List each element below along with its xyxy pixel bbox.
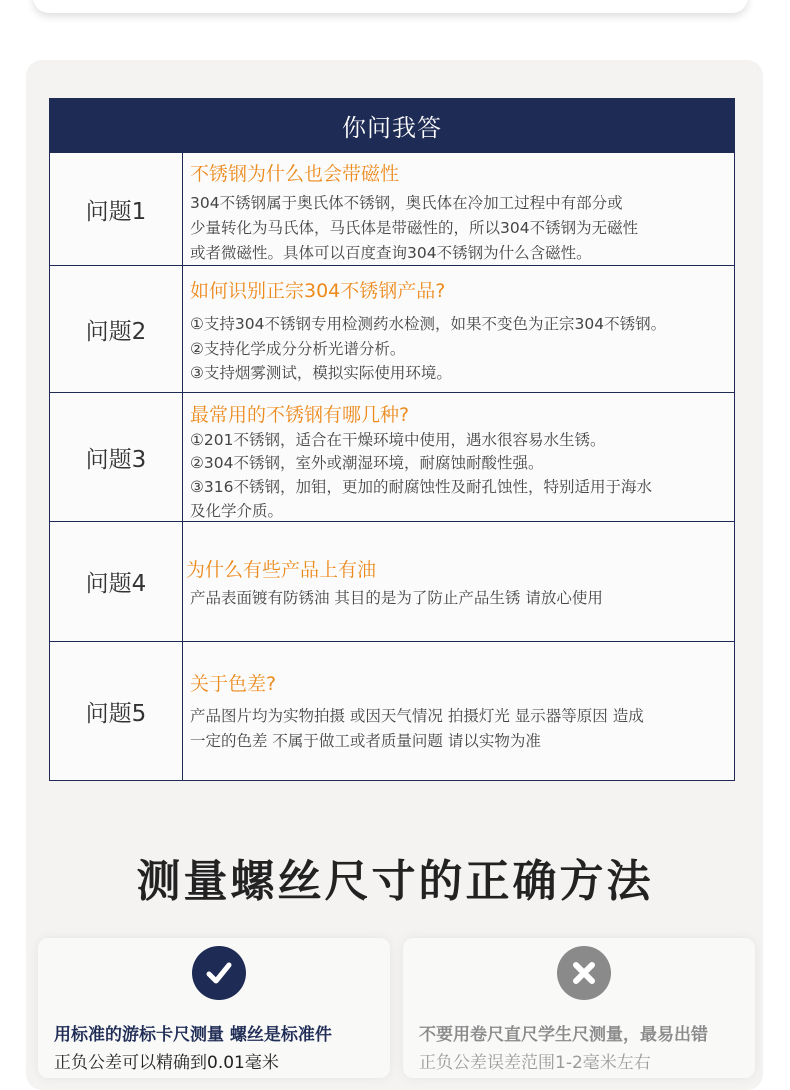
top-card: [33, 0, 748, 13]
faq-answer-line: 少量转化为马氏体，马氏体是带磁性的，所以304不锈钢为无磁性: [190, 219, 639, 237]
faq-answer-title: 最常用的不锈钢有哪几种?: [190, 404, 410, 426]
faq-question-label: 问题3: [50, 393, 183, 521]
wrong-method-card: [403, 938, 755, 1078]
check-icon-glyph: [204, 958, 234, 988]
faq-row-5: [50, 641, 734, 780]
faq-answer-line: ②304不锈钢，室外或潮湿环境，耐腐蚀耐酸性强。: [190, 454, 544, 472]
faq-answer-title: 为什么有些产品上有油: [186, 559, 377, 581]
section-heading: 测量螺丝尺寸的正确方法: [136, 856, 654, 907]
faq-answer-line: 产品表面镀有防锈油 其目的是为了防止产品生锈 请放心使用: [190, 589, 603, 607]
faq-answer-line: ①201不锈钢，适合在干燥环境中使用，遇水很容易水生锈。: [190, 431, 606, 449]
faq-answer: [190, 393, 728, 521]
faq-table: [49, 98, 735, 781]
check-icon: [192, 946, 246, 1000]
faq-question-label: 问题5: [50, 642, 183, 780]
faq-row-3: [50, 392, 734, 521]
faq-answer-line: ③支持烟雾测试，模拟实际使用环境。: [190, 364, 452, 382]
faq-answer-line: 或者微磁性。具体可以百度查询304不锈钢为什么含磁性。: [190, 244, 592, 262]
wrong-method-subtitle: 正负公差误差范围1-2毫米左右: [419, 1053, 651, 1073]
faq-question-label: 问题2: [50, 266, 183, 392]
faq-answer-line: 一定的色差 不属于做工或者质量问题 请以实物为准: [190, 732, 541, 750]
faq-answer: [190, 266, 728, 392]
faq-answer: [190, 153, 728, 265]
faq-answer-title: 不锈钢为什么也会带磁性: [190, 163, 400, 185]
faq-row-1: [50, 152, 734, 265]
faq-question-label: 问题1: [50, 153, 183, 265]
cross-icon-glyph: [570, 959, 598, 987]
correct-method-title: 用标准的游标卡尺测量 螺丝是标准件: [54, 1025, 332, 1045]
faq-header: 你问我答: [50, 99, 734, 152]
faq-answer-title: 关于色差?: [190, 673, 277, 695]
faq-answer-line: ①支持304不锈钢专用检测药水检测，如果不变色为正宗304不锈钢。: [190, 315, 667, 333]
faq-answer-line: 304不锈钢属于奥氏体不锈钢，奥氏体在冷加工过程中有部分或: [190, 194, 623, 212]
faq-answer: [190, 642, 728, 780]
faq-answer-line: ②支持化学成分分析光谱分析。: [190, 340, 406, 358]
correct-method-card: [38, 938, 390, 1078]
faq-row-4: [50, 521, 734, 641]
faq-question-label: 问题4: [50, 522, 183, 641]
faq-answer-line: 产品图片均为实物拍摄 或因天气情况 拍摄灯光 显示器等原因 造成: [190, 707, 644, 725]
correct-method-subtitle: 正负公差可以精确到0.01毫米: [54, 1053, 279, 1073]
faq-row-2: [50, 265, 734, 392]
cross-icon: [557, 946, 611, 1000]
faq-answer-title: 如何识别正宗304不锈钢产品?: [190, 280, 446, 302]
faq-answer-line: ③316不锈钢，加钼，更加的耐腐蚀性及耐孔蚀性，特别适用于海水: [190, 478, 652, 496]
faq-answer-line: 及化学介质。: [190, 502, 284, 520]
wrong-method-title: 不要用卷尺直尺学生尺测量，最易出错: [419, 1025, 708, 1045]
faq-answer: [186, 522, 728, 641]
